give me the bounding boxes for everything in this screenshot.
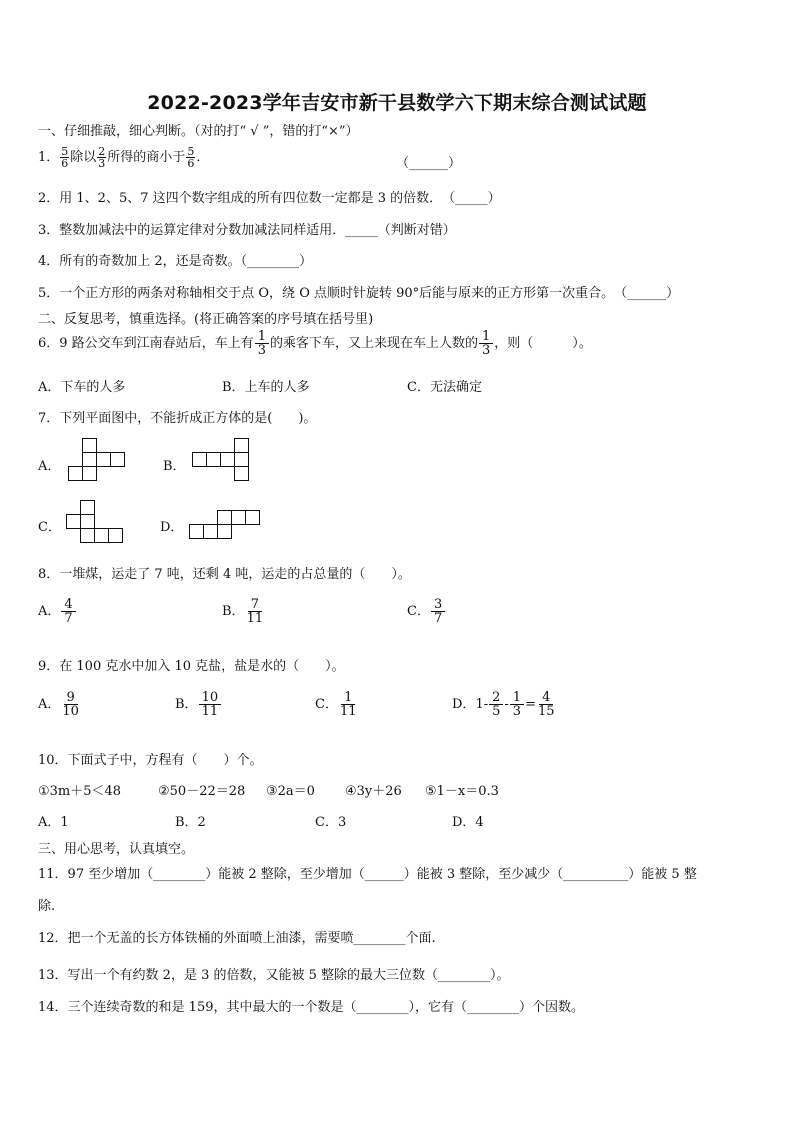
option-a[interactable]: A．下车的人多 <box>38 380 126 395</box>
fraction: $\frac{4}{15}$ <box>537 690 555 719</box>
option-a[interactable]: A． $\frac{4}{7}$ <box>38 598 77 625</box>
fraction: $\frac{5}{6}$ <box>187 145 195 170</box>
fraction: $\frac{1}{3}$ <box>255 330 269 357</box>
expression-3: ③2a＝0 <box>266 784 315 799</box>
option-d[interactable]: D． <box>160 520 184 535</box>
section-1-heading: 一、仔细推敲，细心判断。（对的打“ √ ”，错的打“×”） <box>38 124 359 139</box>
question-8: 8．一堆煤，运走了 7 吨，还剩 4 吨，运走的占总量的（ ）。 <box>38 567 411 582</box>
question-7: 7．下列平面图中，不能折成正方体的是( )。 <box>38 411 317 426</box>
question-11-continued: 除. <box>38 899 56 914</box>
fraction: $\frac{1}{3}$ <box>510 691 524 718</box>
option-d[interactable]: D．4 <box>452 815 484 830</box>
question-12: 12．把一个无盖的长方体铁桶的外面喷上油漆，需要喷________个面. <box>38 931 436 946</box>
option-c[interactable]: C．3 <box>315 815 347 830</box>
option-c[interactable]: C． <box>38 520 61 535</box>
question-10: 10．下面式子中，方程有（ ）个。 <box>38 753 263 768</box>
fraction: $\frac{4}{7}$ <box>61 598 75 625</box>
option-c[interactable]: C．无法确定 <box>407 380 482 395</box>
page-title: 2022-2023学年吉安市新干县数学六下期末综合测试试题 <box>147 92 647 114</box>
question-4: 4．所有的奇数加上 2，还是奇数。（________） <box>38 254 313 269</box>
question-11: 11．97 至少增加（________）能被 2 整除，至少增加（______）能被 3 整除，至少减少（__________）能被 5 整 <box>38 867 697 882</box>
question-number: 1． <box>38 150 60 165</box>
option-b[interactable]: B． $\frac{7}{11}$ <box>222 597 264 626</box>
option-c[interactable]: C． $\frac{3}{7}$ <box>407 598 446 625</box>
expression-4: ④3y＋26 <box>345 784 402 799</box>
fraction: $\frac{1}{11}$ <box>339 690 357 719</box>
expression-1: ①3m＋5＜48 <box>38 784 122 799</box>
expression-2: ②50－22＝28 <box>158 784 246 799</box>
question-1: 1． $\frac{5}{6}$ 除以 $\frac{2}{3}$ 所得的商小于 $\frac{5}{6}$ ． <box>38 145 210 170</box>
option-b[interactable]: B． $\frac{10}{11}$ <box>175 691 222 718</box>
option-a[interactable]: A．1 <box>38 815 69 830</box>
question-5: 5．一个正方形的两条对称轴相交于点 O，绕 O 点顺时针旋转 90°后能与原来的正方形第一次重合。 （______） <box>38 286 680 301</box>
option-b[interactable]: B．2 <box>175 815 206 830</box>
option-d[interactable]: D．1- $\frac{2}{5}$ - $\frac{1}{3}$ = $\frac{4}{15}$ <box>452 690 555 719</box>
section-3-heading: 三、用心思考，认真填空。 <box>38 842 195 857</box>
fraction: $\frac{2}{3}$ <box>98 145 106 170</box>
question-13: 13．写出一个有约数 2，是 3 的倍数，又能被 5 整除的最大三位数（________）。 <box>38 968 510 983</box>
option-c[interactable]: C． $\frac{1}{11}$ <box>315 690 357 719</box>
answer-blank[interactable]: （______） <box>396 156 462 171</box>
expression-5: ⑤1－x＝0.3 <box>425 784 499 799</box>
option-a[interactable]: A． $\frac{9}{10}$ <box>38 690 79 719</box>
fraction: $\frac{7}{11}$ <box>246 597 264 626</box>
fraction: $\frac{9}{10}$ <box>62 690 79 719</box>
fraction: $\frac{5}{6}$ <box>61 145 69 170</box>
question-6: 6．9 路公交车到江南春站后，车上有 $\frac{1}{3}$ 的乘客下车，又上来现在车上人数的 $\frac{1}{3}$ ，则（ ）。 <box>38 329 592 358</box>
fraction: $\frac{2}{5}$ <box>489 691 503 718</box>
option-b[interactable]: B． <box>163 459 186 474</box>
option-a[interactable]: A． <box>38 459 61 474</box>
fraction: $\frac{3}{7}$ <box>431 598 445 625</box>
question-2: 2．用 1、2、5、7 这四个数字组成的所有四位数一定都是 3 的倍数． （_____） <box>38 191 501 206</box>
question-9: 9．在 100 克水中加入 10 克盐，盐是水的（ ）。 <box>38 659 345 674</box>
fraction: $\frac{1}{3}$ <box>479 330 493 357</box>
fraction: $\frac{10}{11}$ <box>199 691 222 718</box>
question-3: 3．整数加减法中的运算定律对分数加减法同样适用．_____（判断对错） <box>38 223 456 238</box>
question-14: 14．三个连续奇数的和是 159，其中最大的一个数是（________），它有（________）个因数。 <box>38 1000 584 1015</box>
section-2-heading: 二、反复思考，慎重选择。(将正确答案的序号填在括号里) <box>38 312 374 327</box>
option-b[interactable]: B．上车的人多 <box>222 380 310 395</box>
